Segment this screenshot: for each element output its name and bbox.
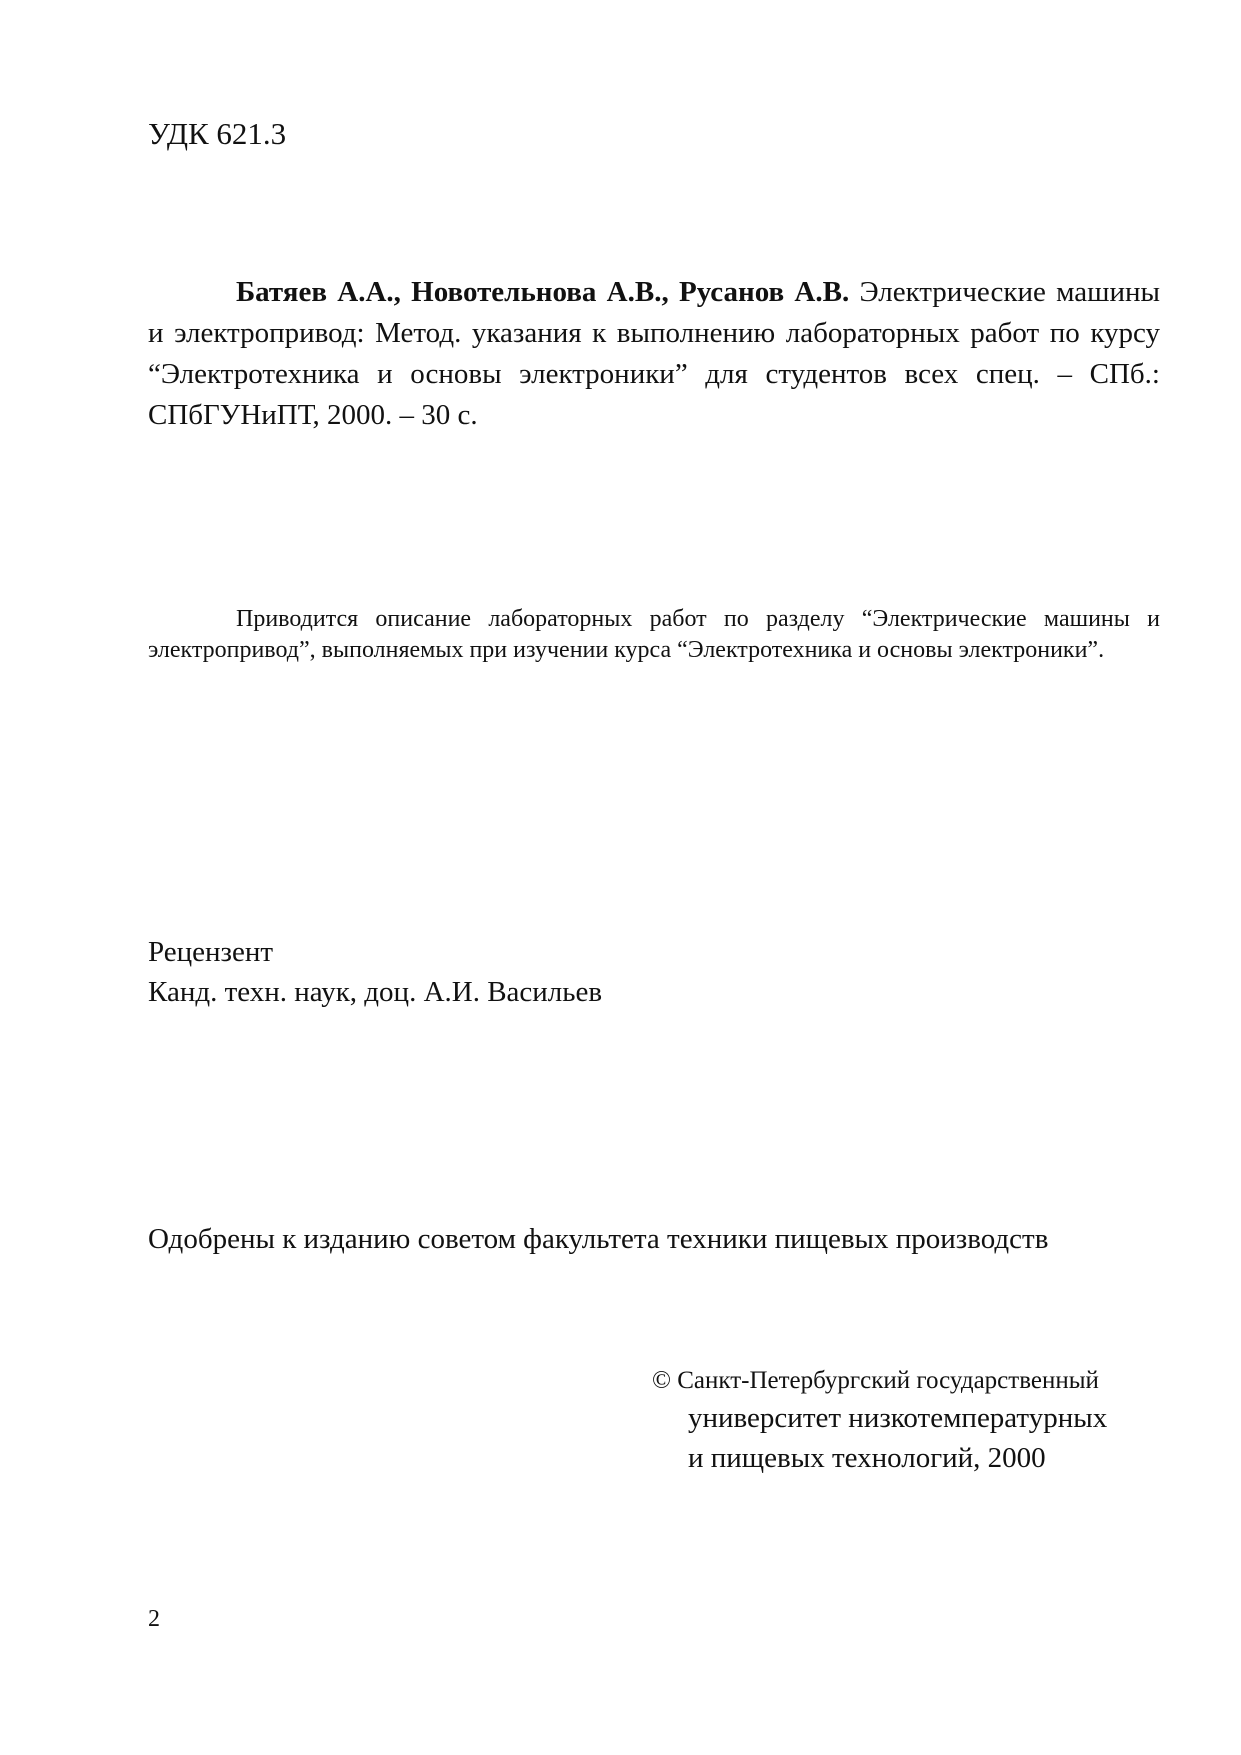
copyright-block bbox=[652, 1364, 1172, 1478]
bibliographic-description bbox=[148, 272, 1160, 436]
authors: Батяев А.А., Новотельнова А.В., Русанов А.В. bbox=[236, 276, 850, 308]
reviewer-block bbox=[148, 932, 602, 1012]
reviewer-label: Рецензент bbox=[148, 936, 274, 968]
copyright-line-2: университет низкотемпературных bbox=[688, 1402, 1108, 1434]
annotation: Приводится описание лабораторных работ по разделу “Электрические машины и электропривод”, выполняемых при изучении курса “Электротехника и основы электроники”. bbox=[148, 606, 1160, 663]
reviewer-name: Канд. техн. наук, доц. А.И. Васильев bbox=[148, 976, 603, 1008]
publication-details: Электрические машины и электропривод: Метод. указания к выполнению лабораторных работ по курсу “Электротехника и основы электроники” для студентов всех спец. – СПб.: СПбГУНиПТ, 2000. – 30 с. bbox=[148, 276, 1160, 431]
copyright-line-1: © Санкт-Петербургский государственный bbox=[652, 1367, 1099, 1394]
udk-code: УДК 621.3 bbox=[148, 116, 287, 151]
page-number: 2 bbox=[148, 1606, 160, 1632]
copyright-line-3: и пищевых технологий, 2000 bbox=[688, 1442, 1046, 1474]
approval-note: Одобрены к изданию советом факультета техники пищевых производств bbox=[148, 1223, 1049, 1255]
